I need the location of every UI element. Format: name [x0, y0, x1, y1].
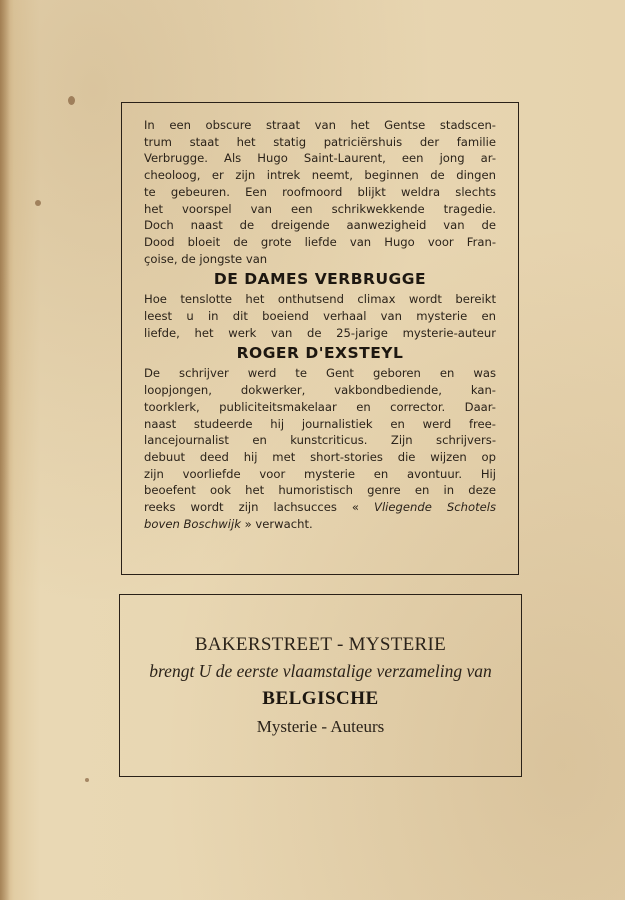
text-line: te gebeuren. Een roofmoord blijkt weldra slechts	[144, 184, 496, 199]
text-fragment: verwacht.	[251, 516, 313, 531]
text-line	[144, 516, 496, 533]
series-tagline: brengt U de eerste vlaamstalige verzameling van	[149, 661, 492, 681]
text-fragment: reeks wordt zijn lachsucces	[144, 500, 337, 515]
text-line: beoefent ook het humoristisch genre en in deze	[144, 483, 496, 498]
text-line: leest u in dit boeiend verhaal van mysterie en	[144, 309, 496, 324]
spine-shadow	[0, 0, 10, 900]
text-line: In een obscure straat van het Gentse stadscen-	[144, 118, 496, 132]
text-line: liefde, het werk van de 25-jarige mysterie-auteur	[144, 325, 496, 340]
upcoming-title: Vliegende Schotels	[374, 500, 497, 515]
text-line: Hoe tenslotte het onthutsend climax wordt bereikt	[144, 292, 496, 307]
quote-close: »	[240, 516, 252, 531]
series-nationality: BELGISCHE	[262, 688, 379, 709]
ink-stain	[35, 200, 41, 206]
series-box	[119, 594, 522, 777]
synopsis-paragraph-1	[144, 117, 496, 267]
text-line: Doch naast de dreigende aanwezigheid van de	[144, 218, 496, 233]
text-line: De schrijver werd te Gent geboren en was	[144, 366, 496, 381]
text-line: Verbrugge. Als Hugo Saint-Laurent, een jong ar-	[144, 151, 496, 166]
text-line: trum staat het statig patriciërshuis der familie	[144, 134, 496, 149]
book-title: DE DAMES VERBRUGGE	[213, 270, 427, 289]
text-line: lancejournalist en kunstcriticus. Zijn schrijvers-	[144, 433, 496, 448]
text-line	[144, 499, 496, 516]
text-line: Dood bloeit de grote liefde van Hugo voor Fran-	[144, 234, 496, 249]
author-bio	[144, 365, 496, 532]
text-line: cheoloog, er zijn intrek neemt, beginnen de dingen	[144, 168, 496, 183]
text-line: toorklerk, publiciteitsmakelaar en corrector. Daar-	[144, 399, 496, 414]
series-subtitle: Mysterie - Auteurs	[256, 717, 385, 736]
series-name: BAKERSTREET - MYSTERIE	[194, 634, 447, 655]
upcoming-title: boven Boschwijk	[144, 516, 241, 531]
text-line: het voorspel van een schrikwekkende tragedie.	[144, 201, 496, 216]
ink-stain	[68, 96, 75, 105]
text-line: loopjongen, dokwerker, vakbondbediende, kan-	[144, 383, 496, 398]
synopsis-paragraph-2	[144, 291, 496, 341]
ink-stain	[85, 778, 89, 782]
quote-open: «	[351, 500, 375, 515]
synopsis-box	[121, 102, 519, 575]
text-line: çoise, de jongste van	[144, 251, 268, 266]
text-line: naast studeerde hij journalistiek en werd free-	[144, 416, 496, 431]
text-line: zijn voorliefde voor mysterie en avontuur. Hij	[144, 466, 496, 481]
text-line: debuut deed hij met short-stories die wijzen op	[144, 449, 496, 464]
author-name: ROGER D'EXSTEYL	[236, 344, 404, 363]
